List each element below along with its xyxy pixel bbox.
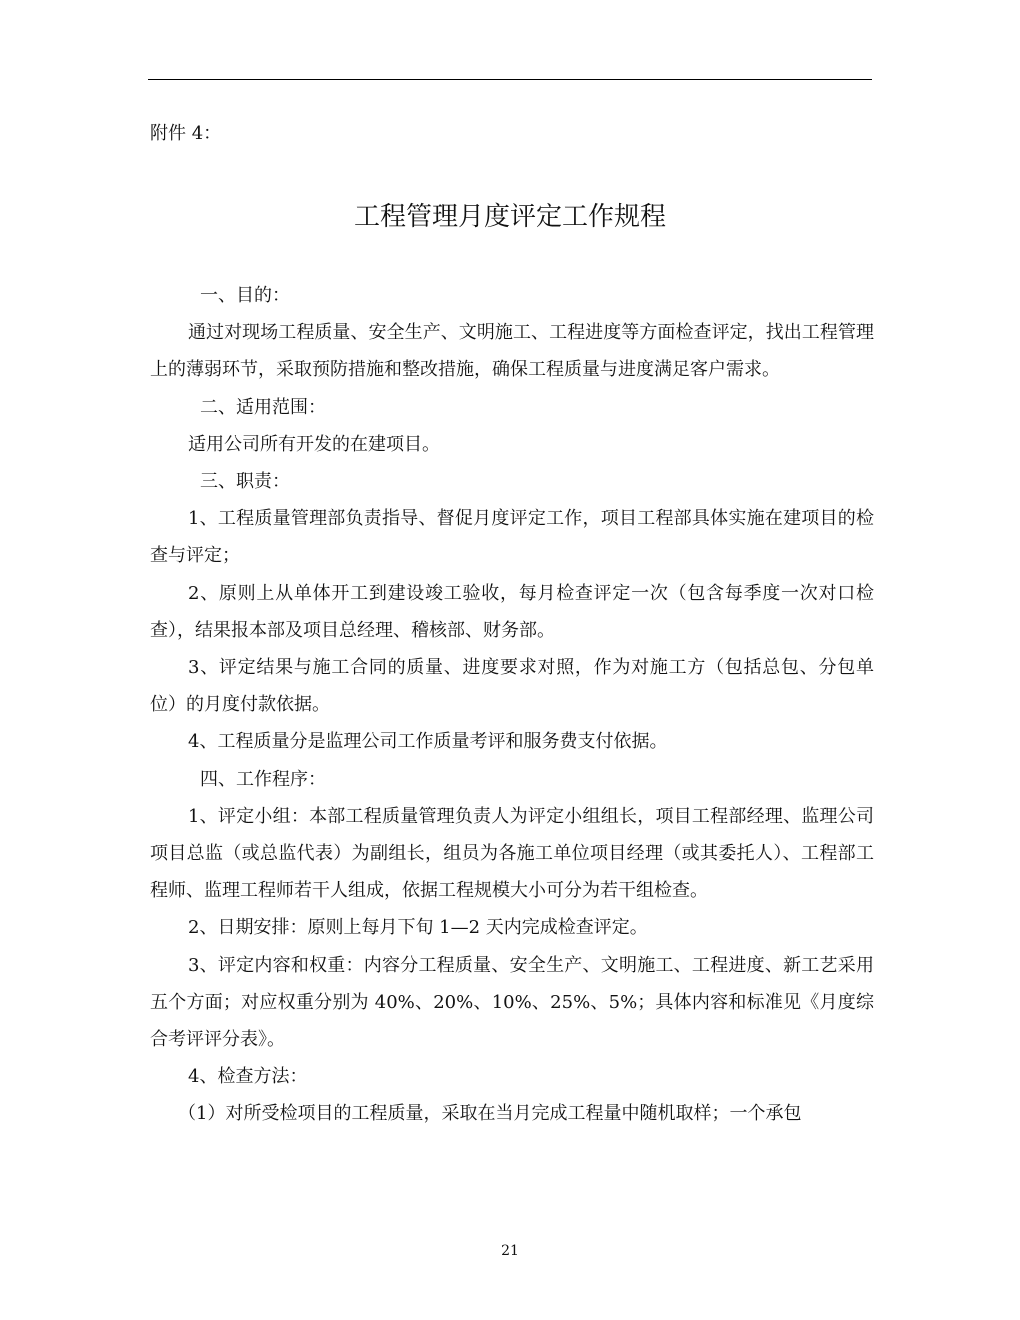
section-heading-purpose: 一、目的： <box>200 285 290 306</box>
document-title: 工程管理月度评定工作规程 <box>353 202 666 232</box>
procedure-item: 2、日期安排：原则上每月下旬 1—2 天内完成检查评定。 <box>188 917 648 939</box>
duty-item: 2、原则上从单体开工到建设竣工验收，每月检查评定一次（包含每季度一次对口检查），结果报本部及项目总经理、稽核部、财务部。 <box>150 582 874 641</box>
section-heading-duty: 三、职责： <box>200 471 290 493</box>
procedure-item: 3、评定内容和权重：内容分工程质量、安全生产、文明施工、工程进度、新工艺采用五个方面；对应权重分别为 40%、20%、10%、25%、5%；具体内容和标准见《月度综合考评评分表》。 <box>150 954 874 1051</box>
paragraph-purpose: 通过对现场工程质量、安全生产、文明施工、工程进度等方面检查评定，找出工程管理上的薄弱环节，采取预防措施和整改措施，确保工程质量与进度满足客户需求。 <box>150 322 874 381</box>
procedure-item: 4、检查方法： <box>188 1066 308 1088</box>
duty-item: 1、工程质量管理部负责指导、督促月度评定工作，项目工程部具体实施在建项目的检查与评定； <box>150 508 874 567</box>
duty-item: 4、工程质量分是监理公司工作质量考评和服务费支付依据。 <box>188 731 668 753</box>
attachment-label: 附件 4： <box>150 123 222 144</box>
header-rule <box>148 79 872 80</box>
page-number: 21 <box>501 1243 519 1259</box>
duty-item: 3、评定结果与施工合同的质量、进度要求对照，作为对施工方（包括总包、分包单位）的月度付款依据。 <box>150 657 874 716</box>
document-body <box>150 277 874 1133</box>
procedure-item: （1）对所受检项目的工程质量，采取在当月完成工程量中随机取样；一个承包 <box>178 1103 802 1125</box>
procedure-item: 1、评定小组：本部工程质量管理负责人为评定小组组长，项目工程部经理、监理公司项目总监（或总监代表）为副组长，组员为各施工单位项目经理（或其委托人）、工程部工程师、监理工程师若干人组成，依据工程规模大小可分为若干组检查。 <box>150 805 874 902</box>
section-heading-procedure: 四、工作程序： <box>200 768 326 790</box>
section-heading-scope: 二、适用范围： <box>200 396 326 418</box>
paragraph-scope: 适用公司所有开发的在建项目。 <box>188 433 440 455</box>
